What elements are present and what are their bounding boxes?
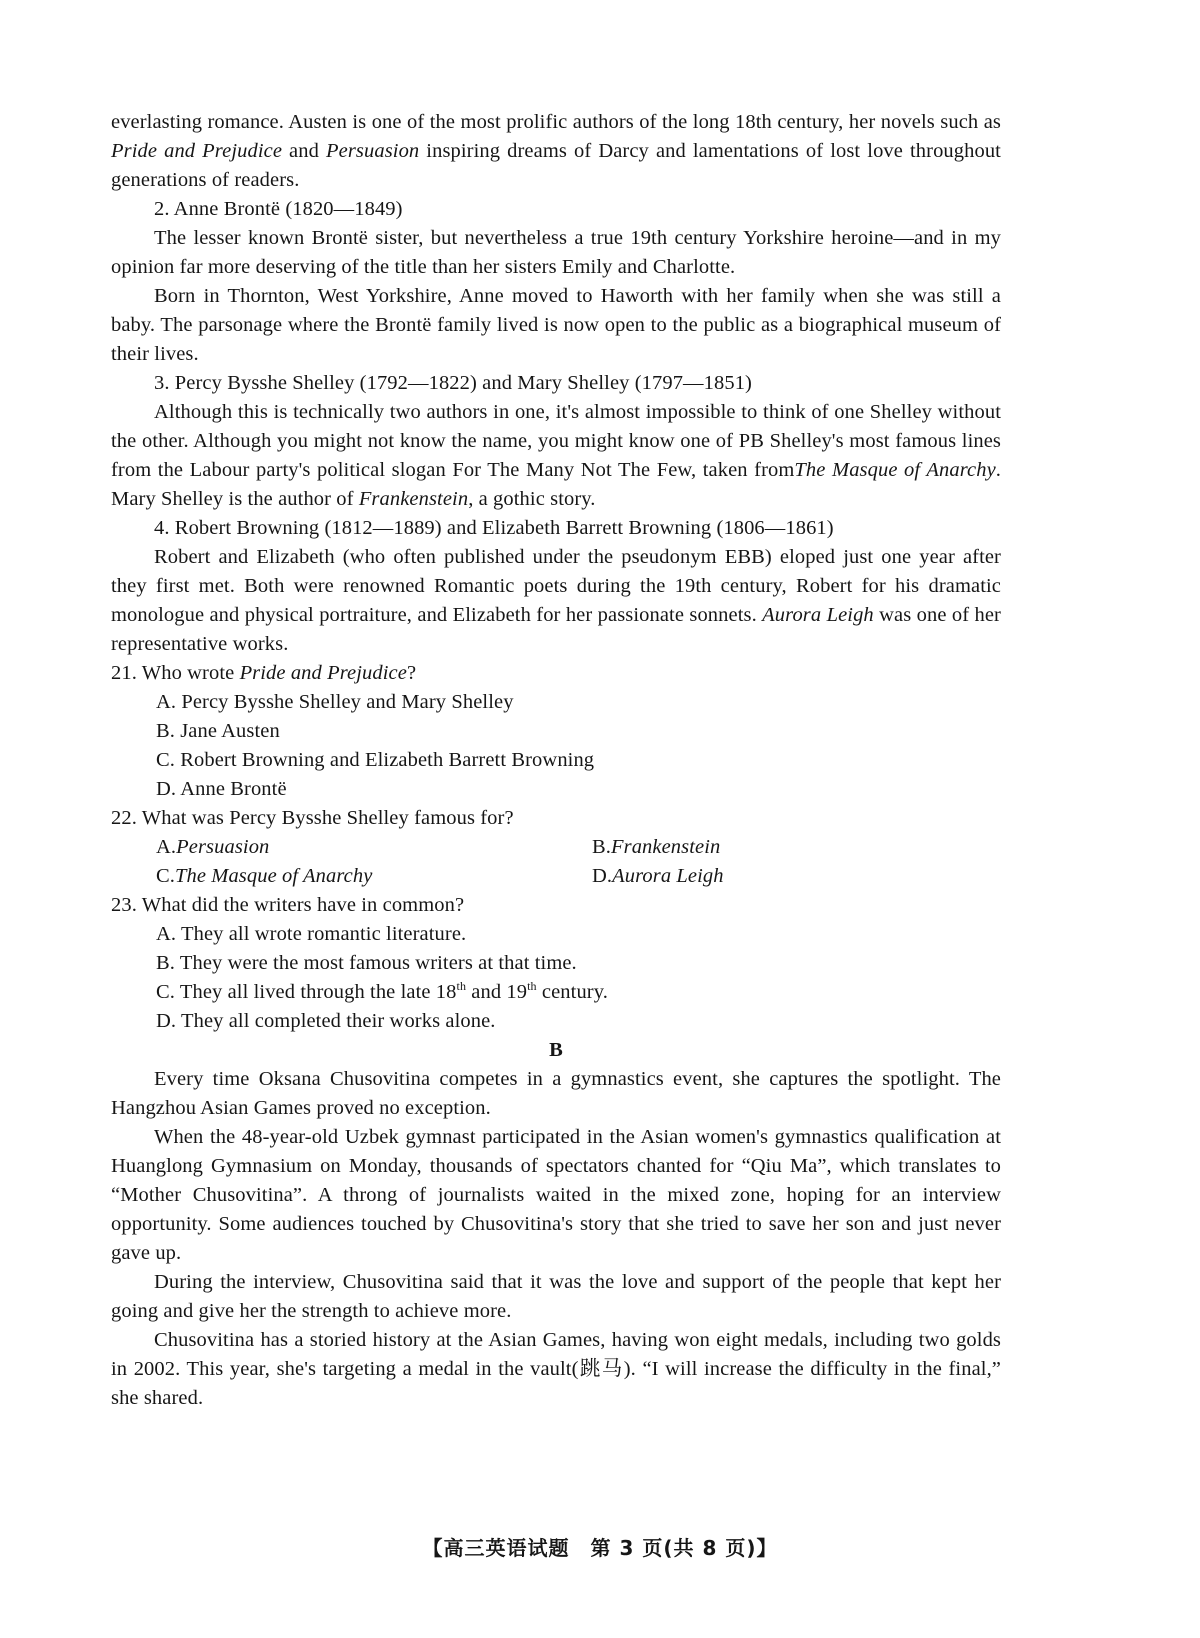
browning-paragraph: Robert and Elizabeth (who often published under the pseudonym EBB) eloped just one year after they first met. Both were renowned Romantic poets during the 19th century, Robert for his dramatic monologue and physical portraiture, and Elizabeth for her passionate sonnets. Aurora Leigh was one of her representative works.: [111, 546, 1001, 655]
question-23-stem: 23. What did the writers have in common?: [111, 894, 465, 916]
section-b-paragraph-2: When the 48-year-old Uzbek gymnast participated in the Asian women's gymnastics qualification at Huanglong Gymnasium on Monday, thousands of spectators chanted for “Qiu Ma”, which translates to “Mother Chusovitina”. A throng of journalists waited in the mixed zone, hoping for an interview opportunity. Some audiences touched by Chusovitina's story that she tried to save her son and just never gave up.: [111, 1126, 1001, 1264]
heading-anne-bronte: 2. Anne Brontë (1820—1849): [154, 198, 403, 220]
question-21-option-b: B. Jane Austen: [156, 720, 280, 742]
anne-bronte-paragraph-1: The lesser known Brontë sister, but nevertheless a true 19th century Yorkshire heroine—and in my opinion far more deserving of the title than her sisters Emily and Charlotte.: [111, 227, 1001, 278]
question-22-option-b: B.Frankenstein: [592, 836, 721, 858]
title-persuasion: Persuasion: [326, 140, 420, 162]
question-22-options-row-1: [111, 833, 1001, 862]
question-23-option-b: B. They were the most famous writers at that time.: [156, 952, 577, 974]
title-aurora-leigh: Aurora Leigh: [762, 604, 874, 626]
question-21-option-a: A. Percy Bysshe Shelley and Mary Shelley: [156, 691, 514, 713]
section-b-heading: B: [549, 1039, 563, 1061]
heading-browning: 4. Robert Browning (1812—1889) and Elizabeth Barrett Browning (1806—1861): [154, 517, 834, 539]
title-pride-and-prejudice: Pride and Prejudice: [111, 140, 283, 162]
austen-paragraph: everlasting romance. Austen is one of the most prolific authors of the long 18th century, her novels such as Pride and Prejudice and Persuasion inspiring dreams of Darcy and lamentations of lost love throughout generations of readers.: [111, 111, 1001, 191]
title-frankenstein: Frankenstein: [358, 488, 469, 510]
section-b-paragraph-4: Chusovitina has a storied history at the Asian Games, having won eight medals, including two golds in 2002. This year, she's targeting a medal in the vault(跳马). “I will increase the difficulty in the final,” she shared.: [111, 1329, 1001, 1409]
question-21-option-d: D. Anne Brontë: [156, 778, 287, 800]
title-masque-of-anarchy: The Masque of Anarchy: [794, 459, 996, 481]
question-22-options-row-2: [111, 862, 1001, 891]
anne-bronte-paragraph-2: Born in Thornton, West Yorkshire, Anne moved to Haworth with her family when she was still a baby. The parsonage where the Brontë family lived is now open to the public as a biographical museum of their lives.: [111, 285, 1001, 365]
question-23-option-d: D. They all completed their works alone.: [156, 1010, 496, 1032]
heading-shelley: 3. Percy Bysshe Shelley (1792—1822) and Mary Shelley (1797—1851): [154, 372, 752, 394]
question-21-option-c: C. Robert Browning and Elizabeth Barrett Browning: [156, 749, 595, 771]
page-footer: 【高三英语试题 第 3 页(共 8 页)】: [422, 1536, 778, 1560]
page-content: [111, 108, 1001, 1413]
question-21-stem: 21. Who wrote Pride and Prejudice?: [111, 662, 417, 684]
shelley-paragraph: Although this is technically two authors in one, it's almost impossible to think of one Shelley without the other. Although you might not know the name, you might know one of PB Shelley's most famous lines from the Labour party's political slogan For The Many Not The Few, taken fromThe Masque of Anarchy. Mary Shelley is the author of Frankenstein, a gothic story.: [111, 401, 1001, 510]
question-23-option-c: C. They all lived through the late 18th and 19th century.: [156, 979, 608, 1003]
section-b-paragraph-3: During the interview, Chusovitina said that it was the love and support of the people that kept her going and give her the strength to achieve more.: [111, 1271, 1001, 1322]
question-23-option-a: A. They all wrote romantic literature.: [156, 923, 467, 945]
question-22-option-a: A.Persuasion: [156, 836, 270, 858]
question-22-option-d: D.Aurora Leigh: [592, 865, 724, 887]
question-22-option-c: C.The Masque of Anarchy: [156, 865, 373, 887]
section-b-paragraph-1: Every time Oksana Chusovitina competes in a gymnastics event, she captures the spotlight. The Hangzhou Asian Games proved no exception.: [111, 1068, 1001, 1119]
question-22-stem: 22. What was Percy Bysshe Shelley famous for?: [111, 807, 514, 829]
